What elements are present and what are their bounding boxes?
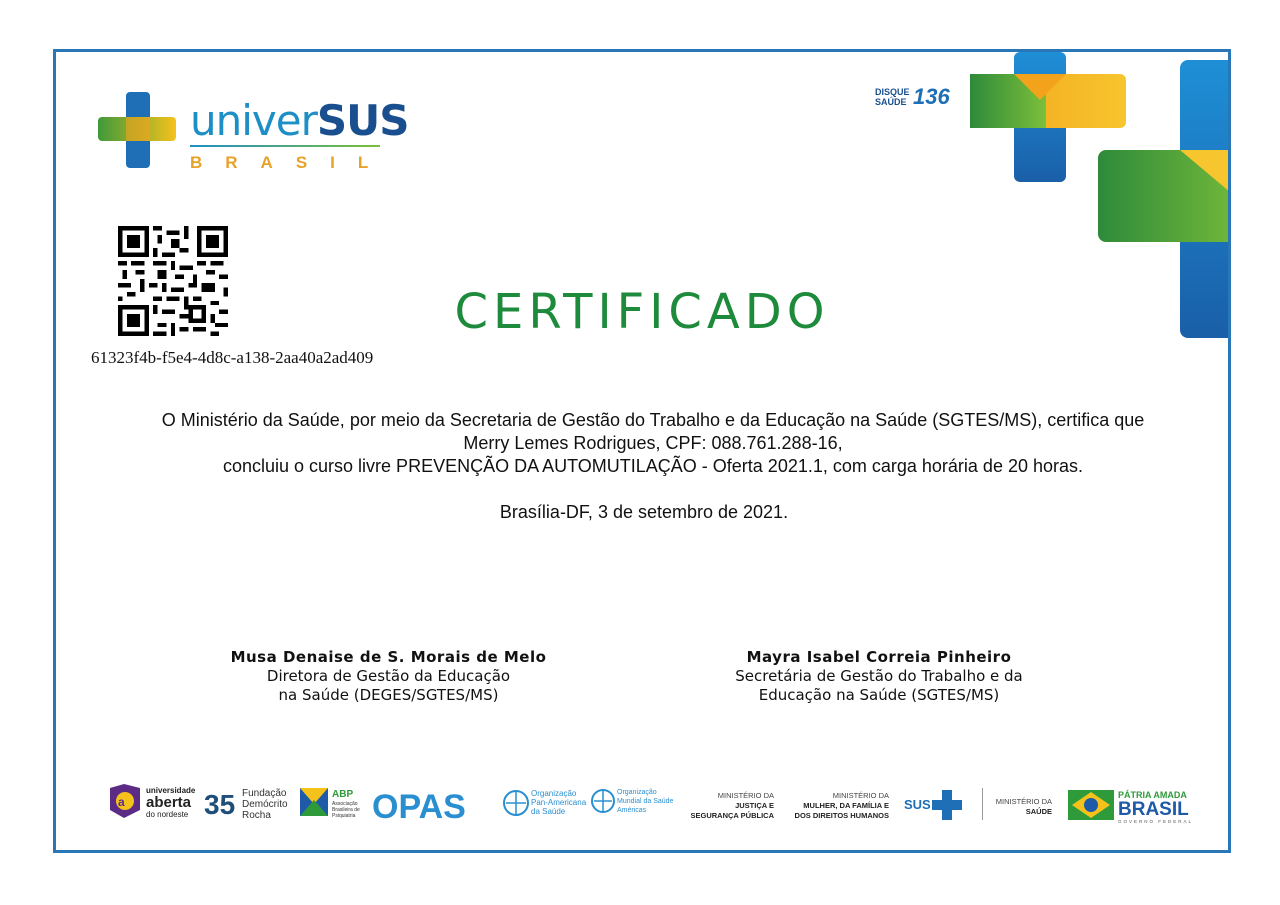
opas-logo — [372, 788, 674, 826]
svg-text:Demócrito: Demócrito — [242, 799, 288, 810]
svg-text:MULHER, DA FAMÍLIA E: MULHER, DA FAMÍLIA E — [803, 801, 889, 810]
svg-text:OPAS: OPAS — [372, 788, 466, 826]
svg-text:GOVERNO FEDERAL: GOVERNO FEDERAL — [1118, 819, 1194, 824]
svg-text:da Saúde: da Saúde — [531, 807, 566, 816]
svg-text:aberta: aberta — [146, 794, 192, 811]
svg-text:ABP: ABP — [332, 789, 354, 800]
svg-text:Organização: Organização — [531, 789, 577, 798]
svg-text:universidade: universidade — [146, 786, 196, 795]
universus-wordmark: univerSUS — [190, 96, 409, 145]
signatory-role: Diretora de Gestão da Educação — [266, 667, 511, 685]
signatory-name: Mayra Isabel Correia Pinheiro — [746, 648, 1012, 666]
svg-text:Fundação: Fundação — [242, 788, 287, 799]
svg-text:MINISTÉRIO DA: MINISTÉRIO DA — [717, 791, 774, 800]
svg-text:MINISTÉRIO DA: MINISTÉRIO DA — [995, 797, 1052, 806]
ministerio-justica-logo — [691, 791, 775, 820]
signatory-role: Educação na Saúde (SGTES/MS) — [758, 686, 1000, 704]
svg-text:SUS: SUS — [904, 797, 931, 812]
svg-text:Brasileira de: Brasileira de — [332, 807, 360, 813]
svg-text:PÁTRIA AMADA: PÁTRIA AMADA — [1118, 790, 1187, 800]
body-line-1: O Ministério da Saúde, por meio da Secretaria de Gestão do Trabalho e da Educação na Saúde (SGTES/MS), certifica que — [161, 410, 1145, 430]
disque-label: DISQUE — [875, 87, 910, 97]
svg-text:do nordeste: do nordeste — [146, 810, 189, 819]
abp-logo — [300, 788, 360, 819]
sus-logo — [904, 788, 1052, 820]
place-date: Brasília-DF, 3 de setembro de 2021. — [499, 502, 789, 522]
saude-label: SAÚDE — [875, 97, 907, 107]
disque-saude-logo — [875, 84, 955, 111]
svg-text:Rocha: Rocha — [242, 810, 271, 821]
signature-block-1 — [216, 648, 561, 705]
universus-logo — [98, 90, 409, 176]
signatory-role: Secretária de Gestão do Trabalho e da — [735, 667, 1023, 685]
svg-text:SEGURANÇA PÚBLICA: SEGURANÇA PÚBLICA — [690, 811, 774, 820]
universus-cross-icon — [98, 92, 180, 170]
una-sus-logo — [110, 784, 196, 819]
universus-brasil: BRASIL — [190, 153, 392, 172]
fdr-logo — [204, 788, 288, 821]
svg-text:SAÚDE: SAÚDE — [1025, 807, 1052, 816]
svg-text:Associação: Associação — [332, 801, 358, 807]
certificate-body — [56, 409, 1231, 478]
svg-text:Organização: Organização — [617, 789, 657, 796]
svg-text:BRASIL: BRASIL — [1118, 799, 1189, 820]
ministerio-mulher-logo — [795, 791, 889, 820]
signatory-role: na Saúde (DEGES/SGTES/MS) — [278, 686, 499, 704]
certificate-title: CERTIFICADO — [454, 284, 830, 340]
svg-text:Pan-Americana: Pan-Americana — [531, 798, 587, 807]
svg-text:MINISTÉRIO DA: MINISTÉRIO DA — [832, 791, 889, 800]
body-line-2: Merry Lemes Rodrigues, CPF: 088.761.288-16, — [463, 433, 843, 453]
body-line-3: concluiu o curso livre PREVENÇÃO DA AUTOMUTILAÇÃO - Oferta 2021.1, com carga horária de 20 horas. — [222, 456, 1084, 476]
disque-number: 136 — [913, 84, 950, 109]
signature-block-2 — [704, 648, 1054, 705]
certificate-id: 61323f4b-f5e4-4d8c-a138-2aa40a2ad409 — [91, 348, 374, 367]
svg-text:Psiquiatria: Psiquiatria — [332, 813, 356, 819]
svg-text:35: 35 — [204, 789, 236, 820]
certificate-frame — [53, 49, 1231, 853]
signatory-name: Musa Denaise de S. Morais de Melo — [230, 648, 547, 666]
svg-text:JUSTIÇA E: JUSTIÇA E — [735, 801, 774, 810]
universus-underline — [190, 145, 380, 147]
patria-amada-brasil-logo — [1068, 790, 1193, 824]
svg-text:Mundial da Saúde: Mundial da Saúde — [617, 798, 674, 805]
svg-text:Américas: Américas — [617, 807, 647, 814]
partner-logos — [106, 782, 1196, 826]
svg-text:a: a — [118, 795, 125, 809]
svg-text:DOS DIREITOS HUMANOS: DOS DIREITOS HUMANOS — [794, 811, 889, 820]
